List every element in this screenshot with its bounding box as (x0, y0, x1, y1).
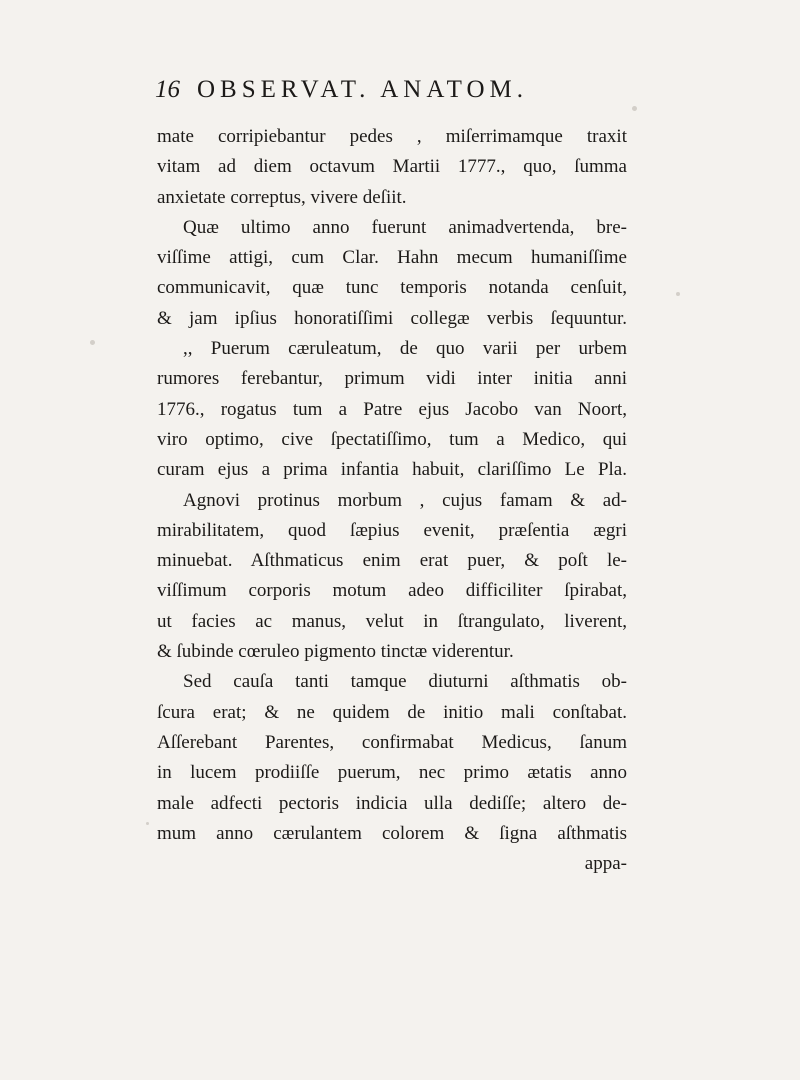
text-line: anxietate correptus, vivere deſiit. (157, 186, 407, 208)
text-line: curam ejus a prima infantia habuit, clariſſimo Le Pla. (157, 459, 627, 481)
text-line: Quæ ultimo anno fuerunt animadvertenda, bre- (183, 216, 627, 238)
running-head: OBSERVAT. ANATOM. (197, 76, 528, 103)
text-line: mate corripiebantur pedes , miſerrimamque traxit (157, 126, 627, 147)
paper-speck (676, 292, 680, 296)
text-line: Aſſerebant Parentes, confirmabat Medicus, ſanum (157, 731, 627, 753)
text-line: Sed cauſa tanti tamque diuturni aſthmatis ob- (183, 671, 627, 693)
text-line: in lucem prodiiſſe puerum, nec primo ætatis anno (157, 762, 627, 784)
catchword: appa- (584, 853, 627, 875)
text-line: rumores ferebantur, primum vidi inter initia anni (157, 368, 627, 390)
paper-speck (632, 106, 637, 111)
text-line: male adfecti pectoris indicia ulla dediſſe; altero de- (157, 792, 627, 814)
text-line: vitam ad diem octavum Martii 1777., quo, ſumma (157, 156, 627, 178)
paper-speck (90, 340, 95, 345)
text-line: viſſimum corporis motum adeo difficiliter ſpirabat, (157, 580, 627, 602)
text-line: viſſime attigi, cum Clar. Hahn mecum humaniſſime (157, 247, 627, 269)
text-line: & jam ipſius honoratiſſimi collegæ verbis ſequuntur. (157, 307, 627, 329)
text-line: & ſubinde cœruleo pigmento tinctæ viderentur. (157, 641, 514, 663)
page-number: 16 (155, 76, 180, 103)
text-line: mirabilitatem, quod ſæpius evenit, præſentia ægri (157, 519, 627, 541)
text-line: minuebat. Aſthmaticus enim erat puer, & poſt le- (157, 550, 627, 572)
text-line: 1776., rogatus tum a Patre ejus Jacobo van Noort, (157, 398, 627, 420)
text-line: viro optimo, cive ſpectatiſſimo, tum a Medico, qui (157, 428, 627, 450)
text-line: communicavit, quæ tunc temporis notanda cenſuit, (157, 277, 627, 299)
paper-speck (146, 822, 149, 825)
text-line: ,, Puerum cæruleatum, de quo varii per urbem (183, 338, 627, 360)
text-line: ut facies ac manus, velut in ſtrangulato, liverent, (157, 610, 627, 632)
text-line: ſcura erat; & ne quidem de initio mali conſtabat. (157, 701, 627, 723)
body-text (157, 122, 627, 879)
text-line: mum anno cærulantem colorem & ſigna aſthmatis (157, 822, 627, 844)
page-header (155, 76, 675, 116)
text-line: Agnovi protinus morbum , cujus famam & ad- (183, 489, 627, 511)
